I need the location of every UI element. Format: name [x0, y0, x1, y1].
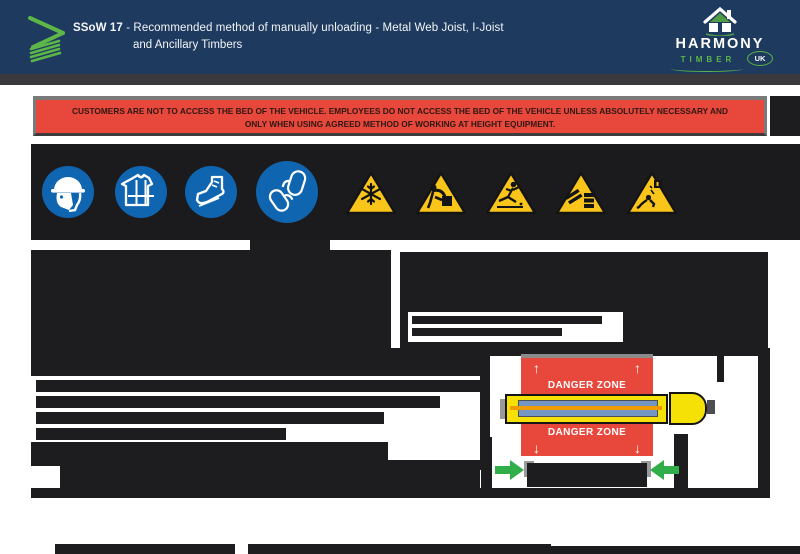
redacted-heading	[31, 348, 490, 376]
redacted-block	[60, 460, 480, 488]
redacted-footer-block	[551, 546, 800, 554]
load-strap-stripe	[510, 406, 662, 410]
truck-cab	[669, 392, 707, 425]
redacted-text-line	[36, 428, 286, 440]
danger-zone-label: DANGER ZONE	[547, 427, 627, 438]
up-arrow-icon: ↑	[634, 360, 641, 376]
brand-swoosh-line	[671, 66, 743, 72]
redacted-text-line	[412, 328, 562, 336]
hard-hat-icon	[42, 166, 94, 218]
warning-banner	[33, 96, 767, 136]
danger-zone-bottom	[521, 424, 653, 456]
hi-vis-vest-icon	[115, 166, 167, 218]
approach-arrow-left-icon	[649, 459, 679, 481]
up-arrow-icon: ↑	[533, 360, 540, 376]
redacted-panel-left	[31, 250, 391, 348]
warning-banner-line2: ONLY WHEN USING AGREED METHOD OF WORKING AT HEIGHT EQUIPMENT.	[244, 118, 556, 129]
danger-zone-label: DANGER ZONE	[547, 380, 627, 391]
brand-name: HARMONY	[675, 36, 765, 52]
redacted-text-line	[412, 316, 602, 324]
redacted-text-line	[36, 396, 440, 408]
redacted-block	[527, 463, 647, 487]
section-bottom-border	[31, 488, 770, 498]
header-shadow-bar	[0, 74, 800, 85]
unstable-load-warning-icon	[555, 170, 607, 216]
manual-handling-warning-icon	[415, 170, 467, 216]
header	[0, 0, 800, 74]
redacted-footer-block	[55, 544, 235, 554]
redacted-footer-block	[248, 544, 551, 554]
diagram-right-border	[758, 348, 770, 498]
slip-trip-warning-icon	[485, 170, 537, 216]
redacted-block	[770, 96, 800, 136]
falling-objects-warning-icon	[626, 170, 678, 216]
cold-conditions-warning-icon	[345, 170, 397, 216]
truck-mirror	[707, 400, 715, 414]
safety-gloves-icon	[256, 161, 318, 223]
safety-icon-strip	[31, 144, 800, 240]
down-arrow-icon: ↓	[533, 440, 540, 456]
warning-banner-line1: CUSTOMERS ARE NOT TO ACCESS THE BED OF THE VEHICLE. EMPLOYEES DO NOT ACCESS THE BED OF THE VEHICLE UNLESS ABSOLUTELY NECESSARY AND	[72, 106, 728, 116]
down-arrow-icon: ↓	[634, 440, 641, 456]
timber-chevron-logo-icon	[26, 11, 72, 65]
approach-arrow-right-icon	[495, 459, 525, 481]
redacted-text-line	[36, 380, 482, 392]
brand-logo	[663, 6, 777, 72]
redacted-text-line	[36, 412, 384, 424]
brand-uk-badge: UK	[747, 51, 773, 66]
page-title	[73, 22, 504, 34]
page-title-text: - Recommended method of manually unloading - Metal Web Joist, I-Joist	[122, 22, 504, 34]
brand-sub-name: TIMBER	[680, 55, 736, 64]
page-title-line2: and Ancillary Timbers	[133, 39, 243, 51]
safety-boots-icon	[185, 166, 237, 218]
page-title-number: SSoW 17	[73, 22, 123, 34]
redacted-block	[481, 437, 492, 488]
house-icon	[702, 6, 738, 36]
danger-zone-top	[521, 358, 653, 396]
